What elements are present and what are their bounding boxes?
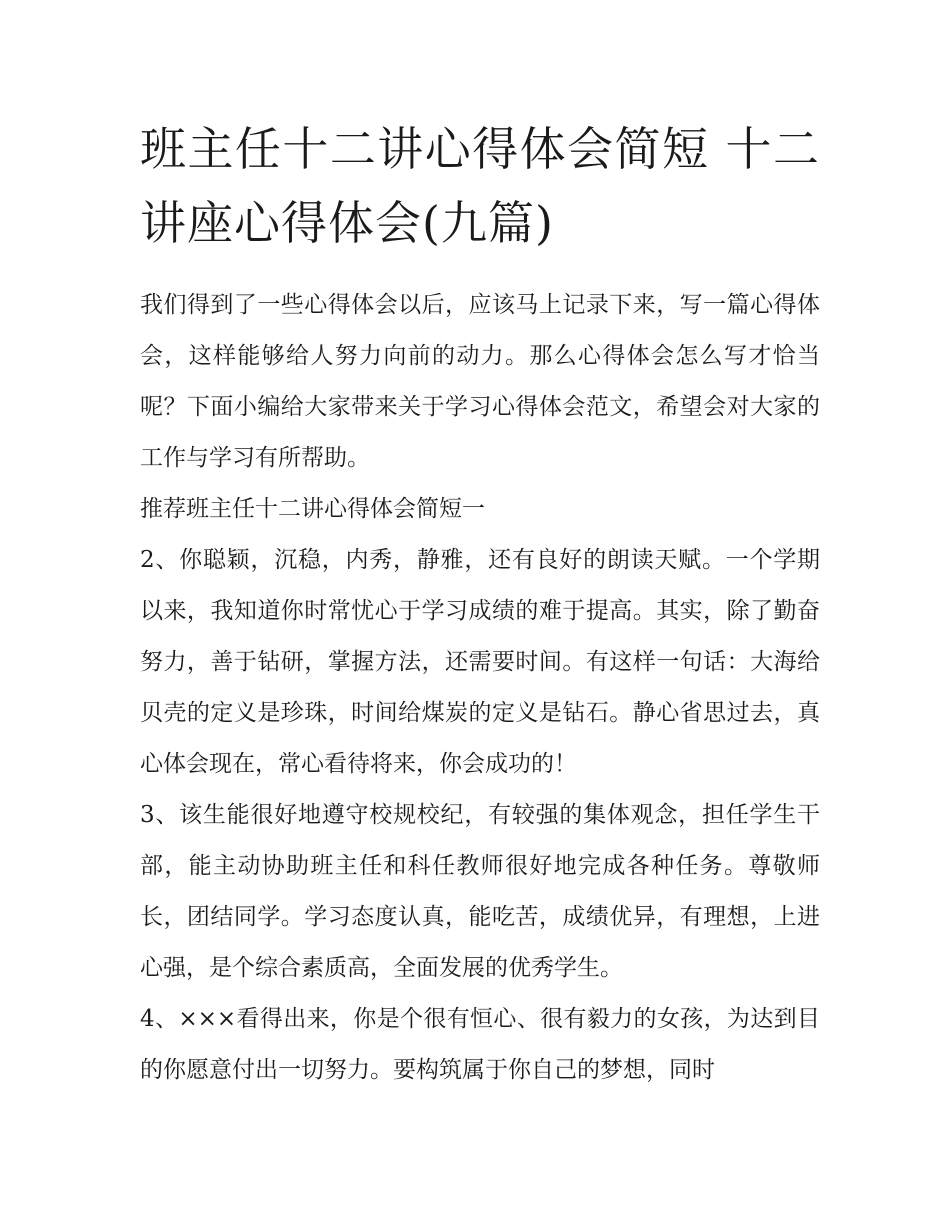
document-title: 班主任十二讲心得体会简短 十二讲座心得体会(九篇): [140, 122, 820, 250]
section-heading: 推荐班主任十二讲心得体会简短一: [140, 496, 485, 522]
item-4-paragraph: 4、×××看得出来，你是个很有恒心、很有毅力的女孩，为达到目的你愿意付出一切努力。要构筑属于你自己的梦想，同时: [140, 1006, 820, 1083]
document-page: [140, 112, 820, 1096]
item-3-paragraph: 3、该生能很好地遵守校规校纪，有较强的集体观念，担任学生干部，能主动协助班主任和科任教师很好地完成各种任务。尊敬师长，团结同学。学习态度认真，能吃苦，成绩优异，有理想，上进心强，是个综合素质高，全面发展的优秀学生。: [140, 802, 820, 981]
intro-paragraph: 我们得到了一些心得体会以后，应该马上记录下来，写一篇心得体会，这样能够给人努力向前的动力。那么心得体会怎么写才恰当呢？下面小编给大家带来关于学习心得体会范文，希望会对大家的工作与学习有所帮助。: [140, 292, 820, 471]
item-2-paragraph: 2、你聪颖，沉稳，内秀，静雅，还有良好的朗读天赋。一个学期以来，我知道你时常忧心于学习成绩的难于提高。其实，除了勤奋努力，善于钻研，掌握方法，还需要时间。有这样一句话：大海给贝壳的定义是珍珠，时间给煤炭的定义是钻石。静心省思过去，真心体会现在，常心看待将来，你会成功的！: [140, 547, 820, 777]
